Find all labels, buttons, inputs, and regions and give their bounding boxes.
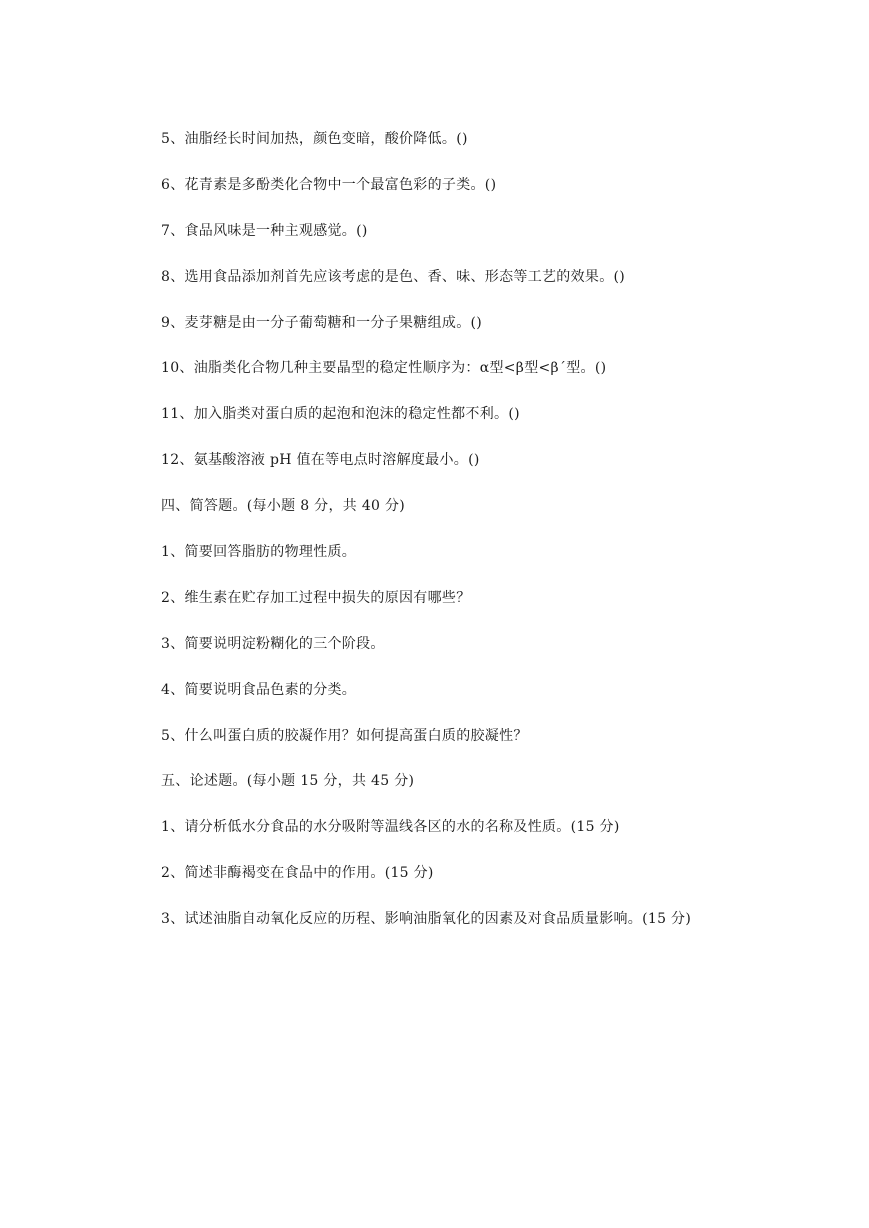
question-tf-12: 12、氨基酸溶液 pH 值在等电点时溶解度最小。() <box>161 452 480 469</box>
short-answer-3: 3、简要说明淀粉糊化的三个阶段。 <box>161 635 385 652</box>
question-tf-6: 6、花青素是多酚类化合物中一个最富色彩的子类。() <box>161 176 497 193</box>
question-tf-7: 7、食品风味是一种主观感觉。() <box>161 222 368 239</box>
short-answer-4: 4、简要说明食品色素的分类。 <box>161 681 357 698</box>
short-answer-1: 1、简要回答脂肪的物理性质。 <box>161 544 357 561</box>
exam-content <box>161 128 841 954</box>
question-tf-8: 8、选用食品添加剂首先应该考虑的是色、香、味、形态等工艺的效果。() <box>161 268 626 285</box>
short-answer-5: 5、什么叫蛋白质的胶凝作用？如何提高蛋白质的胶凝性？ <box>161 727 528 744</box>
section-5-heading: 五、论述题。(每小题 15 分，共 45 分) <box>161 773 415 790</box>
essay-1: 1、请分析低水分食品的水分吸附等温线各区的水的名称及性质。(15 分) <box>161 819 620 836</box>
essay-2: 2、简述非酶褐变在食品中的作用。(15 分) <box>161 865 434 882</box>
question-tf-11: 11、加入脂类对蛋白质的起泡和泡沫的稳定性都不利。() <box>161 406 520 423</box>
question-tf-10: 10、油脂类化合物几种主要晶型的稳定性顺序为：α型<β型<β´型。() <box>161 360 607 377</box>
short-answer-2: 2、维生素在贮存加工过程中损失的原因有哪些？ <box>161 589 471 606</box>
question-tf-9: 9、麦芽糖是由一分子葡萄糖和一分子果糖组成。() <box>161 314 483 331</box>
section-4-heading: 四、简答题。(每小题 8 分，共 40 分) <box>161 498 406 515</box>
question-tf-5: 5、油脂经长时间加热，颜色变暗，酸价降低。() <box>161 131 468 147</box>
essay-3: 3、试述油脂自动氧化反应的历程、影响油脂氧化的因素及对食品质量影响。(15 分) <box>161 911 692 928</box>
